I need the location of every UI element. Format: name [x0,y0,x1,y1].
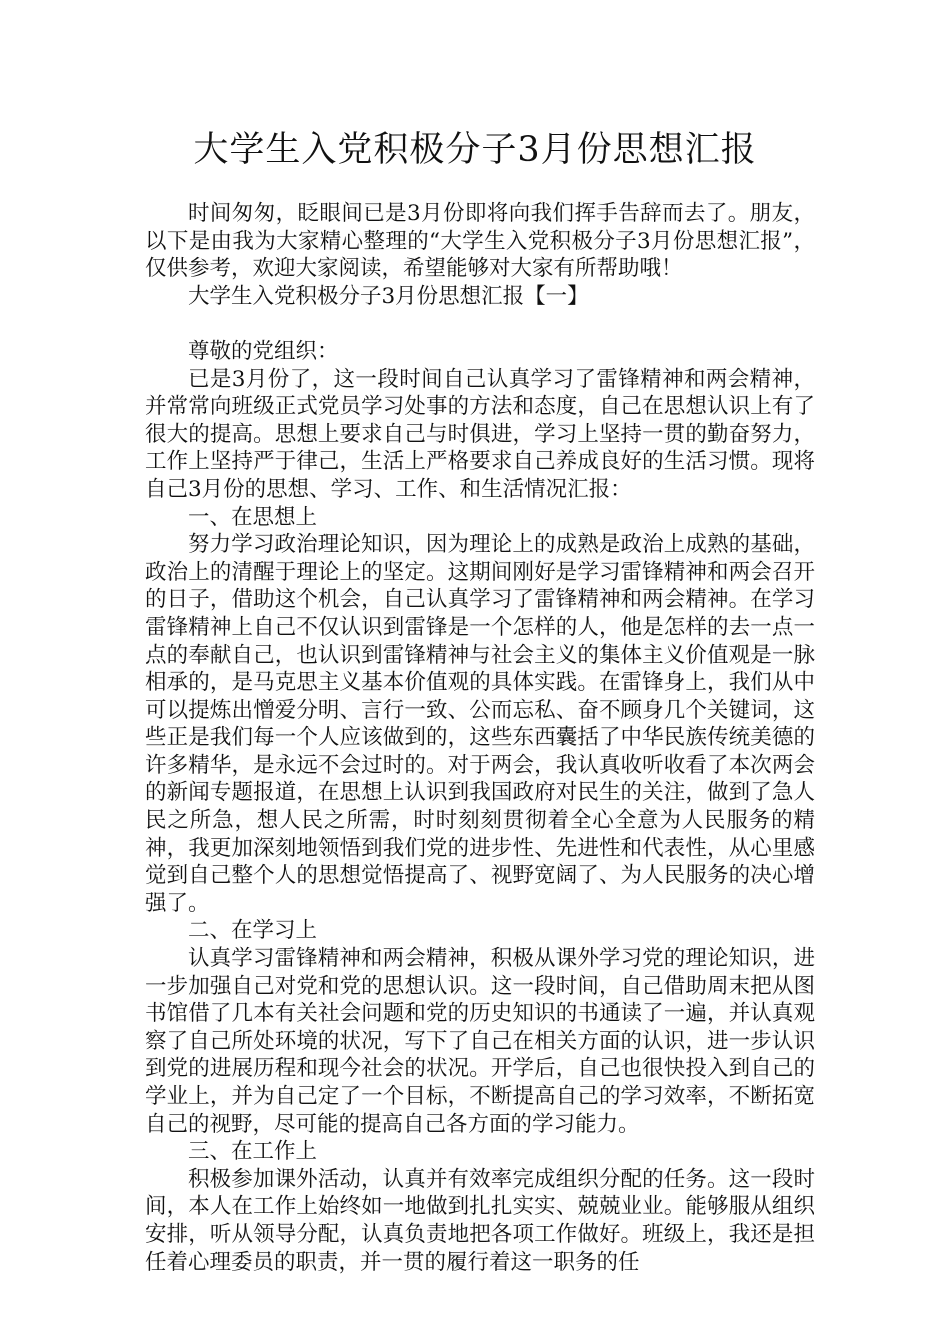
opening-paragraph: 已是3月份了，这一段时间自己认真学习了雷锋精神和两会精神，并常常向班级正式党员学习处事的方法和态度，自己在思想认识上有了很大的提高。思想上要求自己与时俱进，学习上坚持一贯的勤奋努力，工作上坚持严于律己，生活上严格要求自己养成良好的生活习惯。现将自己3月份的思想、学习、工作、和生活情况汇报： [145,366,815,502]
document-body [145,200,815,1276]
paragraph-thought: 努力学习政治理论知识，因为理论上的成熟是政治上成熟的基础，政治上的清醒于理论上的坚定。这期间刚好是学习雷锋精神和两会召开的日子，借助这个机会，自己认真学习了雷锋精神和两会精神。在学习雷锋精神上自己不仅认识到雷锋是一个怎样的人，他是怎样的去一点一点的奉献自己，也认识到雷锋精神与社会主义的集体主义价值观是一脉相承的，是马克思主义基本价值观的具体实践。在雷锋身上，我们从中可以提炼出憎爱分明、言行一致、公而忘私、奋不顾身几个关键词，这些正是我们每一个人应该做到的，这些东西囊括了中华民族传统美德的许多精华，是永远不会过时的。对于两会，我认真收听收看了本次两会的新闻专题报道，在思想上认识到我国政府对民生的关注，做到了急人民之所急，想人民之所需，时时刻刻贯彻着全心全意为人民服务的精神，我更加深刻地领悟到我们党的进步性、先进性和代表性，从心里感觉到自己整个人的思想觉悟提高了、视野宽阔了、为人民服务的决心增强了。 [145,532,815,916]
paragraph-study: 认真学习雷锋精神和两会精神，积极从课外学习党的理论知识，进一步加强自己对党和党的思想认识。这一段时间，自己借助周末把从图书馆借了几本有关社会问题和党的历史知识的书通读了一遍，并认真观察了自己所处环境的状况，写下了自己在相关方面的认识，进一步认识到党的进展历程和现今社会的状况。开学后，自己也很快投入到自己的学业上，并为自己定了一个目标，不断提高自己的学习效率，不断拓宽自己的视野，尽可能的提高自己各方面的学习能力。 [145,946,815,1137]
heading-work: 三、在工作上 [188,1139,318,1165]
blank-line [145,310,815,338]
document-title: 大学生入党积极分子3月份思想汇报 [193,130,757,170]
paragraph-work: 积极参加课外活动，认真并有效率完成组织分配的任务。这一段时间，本人在工作上始终如一地做到扎扎实实、兢兢业业。能够服从组织安排，听从领导分配，认真负责地把各项工作做好。班级上，我还是担任着心理委员的职责，并一贯的履行着这一职务的任 [145,1166,815,1275]
heading-thought: 一、在思想上 [188,504,318,530]
section-title: 大学生入党积极分子3月份思想汇报【一】 [188,283,589,309]
intro-paragraph: 时间匆匆，眨眼间已是3月份即将向我们挥手告辞而去了。朋友，以下是由我为大家精心整理的“大学生入党积极分子3月份思想汇报”，仅供参考，欢迎大家阅读，希望能够对大家有所帮助哦！ [145,201,815,282]
salutation: 尊敬的党组织： [188,338,339,364]
heading-study: 二、在学习上 [188,918,318,944]
